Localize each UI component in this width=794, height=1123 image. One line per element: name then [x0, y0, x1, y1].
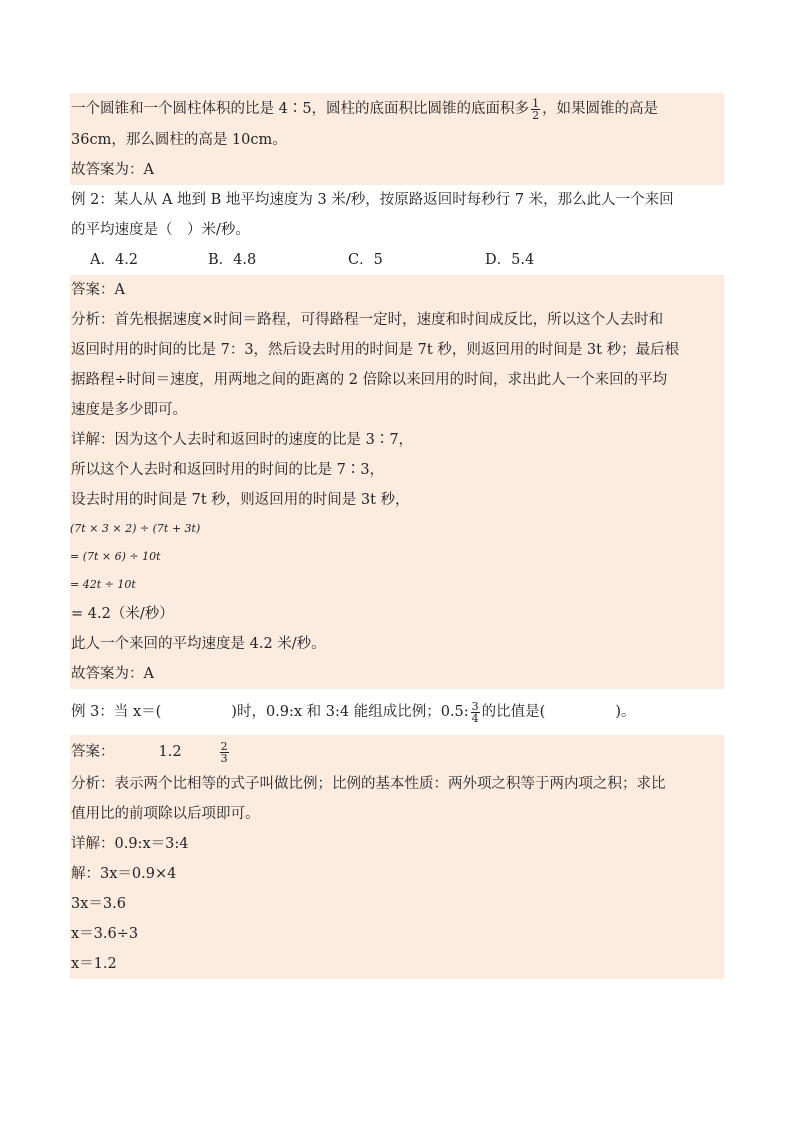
fraction-numerator: 3: [471, 699, 479, 713]
conclusion-line: 此人一个来回的平均速度是 4.2 米/秒。: [71, 636, 326, 652]
example1-solution-block: [70, 93, 724, 185]
analysis-line: 速度是多少即可。: [71, 402, 187, 418]
detail-line: 详解：0.9:x＝3:4: [71, 836, 189, 852]
example2-question: [70, 185, 724, 275]
fraction-numerator: 1: [532, 96, 540, 110]
analysis-line: 据路程÷时间＝速度，用两地之间的距离的 2 倍除以来回用的时间，求出此人一个来回的平均: [71, 372, 668, 388]
fraction-numerator: 2: [220, 739, 228, 753]
text-line: [70, 93, 724, 125]
fraction-denominator: 2: [532, 108, 540, 122]
analysis-line: 分析：首先根据速度×时间＝路程，可得路程一定时，速度和时间成反比，所以这个人去时和: [71, 312, 664, 328]
detail-line: 设去时用的时间是 7t 秒，则返回用的时间是 3t 秒，: [71, 492, 410, 508]
fraction-denominator: 3: [220, 751, 228, 765]
detail-line: 解：3x＝0.9×4: [71, 866, 177, 882]
text-line: 故答案为：A: [71, 162, 154, 178]
example2-solution-block: [70, 275, 724, 689]
option-a: A．4.2: [90, 252, 139, 268]
answer-value: 1.2: [158, 744, 182, 760]
option-b: B．4.8: [208, 252, 257, 268]
answer-label: 答案：: [71, 744, 115, 760]
math-line: = (7t × 6) ÷ 10t: [70, 550, 161, 563]
text-span: )。: [615, 704, 636, 720]
question-line: [70, 689, 724, 735]
text-span: ，如果圆锥的高是: [542, 101, 659, 117]
answer-line: 答案：A: [71, 282, 125, 298]
option-d: D．5.4: [485, 252, 535, 268]
detail-line: x＝1.2: [71, 956, 117, 972]
option-c: C．5: [348, 252, 383, 268]
analysis-line: 分析：表示两个比相等的式子叫做比例；比例的基本性质：两外项之积等于两内项之积；求比: [71, 776, 666, 792]
text-span: )时，0.9:x 和 3:4 能组成比例；0.5:: [231, 704, 469, 720]
text-line: 36cm，那么圆柱的高是 10cm。: [71, 132, 287, 148]
document-page: [70, 93, 724, 979]
options-row: [70, 245, 724, 275]
detail-line: x＝3.6÷3: [71, 926, 139, 942]
fraction: [220, 741, 229, 764]
answer-line: [70, 735, 724, 769]
analysis-line: 返回时用的时间的比是 7：3，然后设去时用的时间是 7t 秒，则返回用的时间是 3t 秒；最后根: [71, 342, 680, 358]
final-answer-line: 故答案为：A: [71, 666, 154, 682]
example3-solution-block: [70, 735, 724, 979]
detail-line: 所以这个人去时和返回时用的时间的比是 7∶3，: [71, 462, 385, 478]
text-span: 的比值是(: [481, 704, 546, 720]
result-line: = 4.2（米/秒）: [71, 606, 174, 622]
example3-question: [70, 689, 724, 735]
text-span: 例 3：当 x＝(: [71, 704, 162, 720]
fraction-denominator: 4: [471, 711, 479, 725]
text-span: 一个圆锥和一个圆柱体积的比是 4∶5，圆柱的底面积比圆锥的底面积多: [71, 101, 530, 117]
fraction: [531, 98, 540, 121]
analysis-line: 值用比的前项除以后项即可。: [71, 806, 260, 822]
math-line: (7t × 3 × 2) ÷ (7t + 3t): [70, 522, 201, 535]
detail-line: 3x＝3.6: [71, 896, 126, 912]
detail-line: 详解：因为这个人去时和返回时的速度的比是 3∶7，: [71, 432, 414, 448]
math-line: = 42t ÷ 10t: [70, 578, 136, 591]
question-line: 的平均速度是（ ）米/秒。: [71, 222, 250, 238]
question-line: 例 2：某人从 A 地到 B 地平均速度为 3 米/秒，按原路返回时每秒行 7 米，那么此人一个来回: [71, 192, 674, 208]
fraction: [471, 701, 480, 724]
